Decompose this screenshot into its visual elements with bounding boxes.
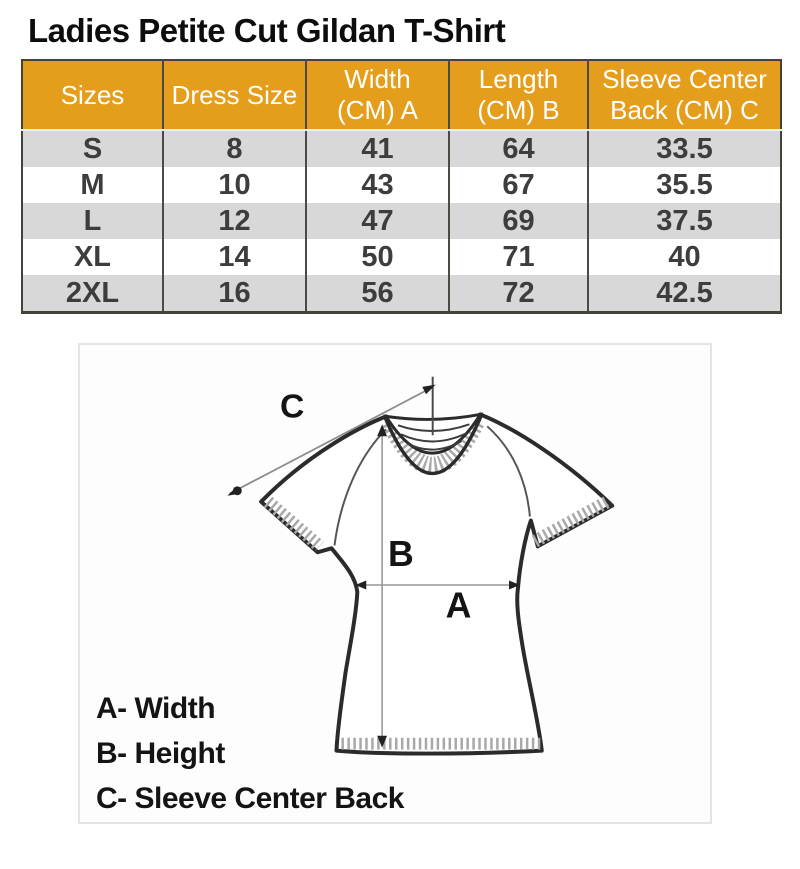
cell-length: 67 [449, 167, 588, 203]
col-header-sleeve: Sleeve Center Back (CM) C [588, 60, 781, 130]
table-row [22, 130, 781, 167]
cell-width: 43 [306, 167, 449, 203]
cell-dress-size: 14 [163, 239, 306, 275]
table-row [22, 239, 781, 275]
cell-width: 50 [306, 239, 449, 275]
page-title: Ladies Petite Cut Gildan T-Shirt [28, 12, 506, 49]
cell-size: S [22, 130, 163, 167]
cell-dress-size: 10 [163, 167, 306, 203]
cell-size: 2XL [22, 275, 163, 313]
cell-width: 41 [306, 130, 449, 167]
table-row [22, 275, 781, 313]
cell-sleeve: 33.5 [588, 130, 781, 167]
col-header-dress-size: Dress Size [163, 60, 306, 130]
cell-width: 47 [306, 203, 449, 239]
cell-length: 64 [449, 130, 588, 167]
cell-width: 56 [306, 275, 449, 313]
cell-dress-size: 16 [163, 275, 306, 313]
measurement-legend [96, 686, 404, 821]
cell-sleeve: 37.5 [588, 203, 781, 239]
cell-length: 71 [449, 239, 588, 275]
cell-sleeve: 42.5 [588, 275, 781, 313]
measurement-diagram [78, 343, 712, 824]
diagram-label-b: B [388, 534, 414, 575]
cell-sleeve: 35.5 [588, 167, 781, 203]
diagram-label-a: A [445, 585, 472, 626]
table-row [22, 167, 781, 203]
cell-size: XL [22, 239, 163, 275]
cell-length: 72 [449, 275, 588, 313]
legend-item-b: B- Height [96, 737, 225, 770]
col-header-length: Length (CM) B [449, 60, 588, 130]
legend-item-a: A- Width [96, 692, 216, 725]
col-header-sizes: Sizes [22, 60, 163, 130]
table-row [22, 203, 781, 239]
cell-dress-size: 12 [163, 203, 306, 239]
cell-dress-size: 8 [163, 130, 306, 167]
col-header-width: Width (CM) A [306, 60, 449, 130]
header-row [22, 60, 781, 130]
legend-item-c: C- Sleeve Center Back [96, 782, 404, 815]
cell-size: L [22, 203, 163, 239]
cell-length: 69 [449, 203, 588, 239]
cell-size: M [22, 167, 163, 203]
cell-sleeve: 40 [588, 239, 781, 275]
diagram-label-c: C [279, 387, 305, 426]
size-chart-table [21, 59, 782, 314]
